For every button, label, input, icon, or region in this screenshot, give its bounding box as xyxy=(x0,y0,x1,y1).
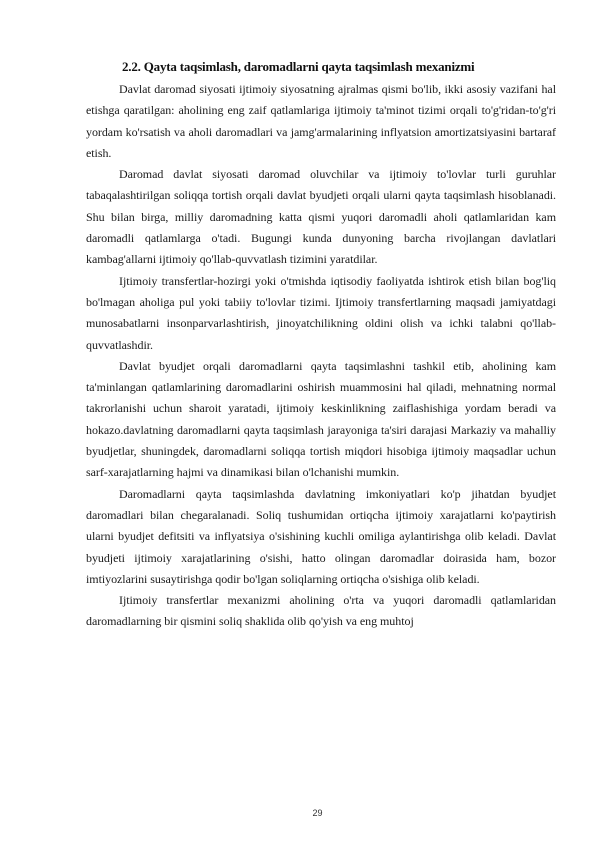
paragraph: Ijtimoiy transfertlar-hozirgi yoki o'tmishda iqtisodiy faoliyatda ishtirok etish bilan bog'liq bo'lmagan aholiga pul yoki tabiiy to'lovlar tizimi. Ijtimoiy transfertlarning maqsadi jamiyatdagi munosabatlarni insonparvarlashtirish, jinoyatchilikning oldini olish va ichki talabni qo'llab-quvvatlashdir. xyxy=(86,273,556,352)
paragraph: Davlat daromad siyosati ijtimoiy siyosatning ajralmas qismi bo'lib, ikki asosiy vazifani hal etishga qaratilgan: aholining eng zaif qatlamlariga ijtimoiy ta'minot tizimi orqali to'g'ridan-to'g'ri yordam ko'rsatish va aholi daromadlari va jamg'armalarining inflyatsion amortizatsiyasini bartaraf etish. xyxy=(86,82,556,160)
section-heading: 2.2. Qayta taqsimlash, daromadlarni qayta taqsimlash mexanizmi xyxy=(122,59,475,74)
paragraph: Daromad davlat siyosati daromad oluvchilar va ijtimoiy to'lovlar turli guruhlar tabaqalashtirilgan soliqqa tortish orqali davlat byudjeti orqali ularni qayta taqsimlash hisoblanadi. Shu bilan birga, milliy daromadning katta qismi yuqori daromadli aholi qatlamlaridan kam daromadli qatlamlarga o'tadi. Bugungi kunda dunyoning barcha rivojlangan davlatlari kambag'allarni ijtimoiy qo'llab-quvvatlash tizimini yaratdilar. xyxy=(86,167,556,267)
paragraph: Daromadlarni qayta taqsimlashda davlatning imkoniyatlari ko'p jihatdan byudjet daromadlari bilan chegaralanadi. Soliq tushumidan ortiqcha ijtimoiy xarajatlarni ko'paytirish ularni byudjet defitsiti va inflyatsiya o'sishining kuchli omiliga aylantirishga olib keladi. Davlat byudjeti ijtimoiy xarajatlarining o'sishi, hatto olingan daromadlar doirasida ham, bozor imtiyozlarini susaytirishga qodir bo'lgan soliqlarning ortiqcha o'sishiga olib keladi. xyxy=(86,486,556,586)
page-number: 29 xyxy=(312,808,323,818)
paragraph: Davlat byudjet orqali daromadlarni qayta taqsimlashni tashkil etib, aholining kam ta'minlangan qatlamlarining daromadlarini oshirish muammosini hal qiladi, mehnatning normal takrorlanishi uchun sharoit yaratadi, ijtimoiy keskinlikning zaiflashishiga yordam beradi va hokazo.davlatning daromadlarni qayta taqsimlash jarayoniga ta'siri darajasi Markaziy va mahalliy byudjetlar, shuningdek, daromadlarni soliqqa tortish miqdori hisobiga ijtimoiy maqsadlar uchun sarf-xarajatlarning hajmi va dinamikasi bilan o'lchanishi mumkin. xyxy=(86,358,556,480)
body-text xyxy=(86,79,556,633)
paragraph: Ijtimoiy transfertlar mexanizmi aholining o'rta va yuqori daromadli qatlamlaridan daromadlarning bir qismini soliq shaklida olib qo'yish va eng muhtoj xyxy=(86,593,556,629)
